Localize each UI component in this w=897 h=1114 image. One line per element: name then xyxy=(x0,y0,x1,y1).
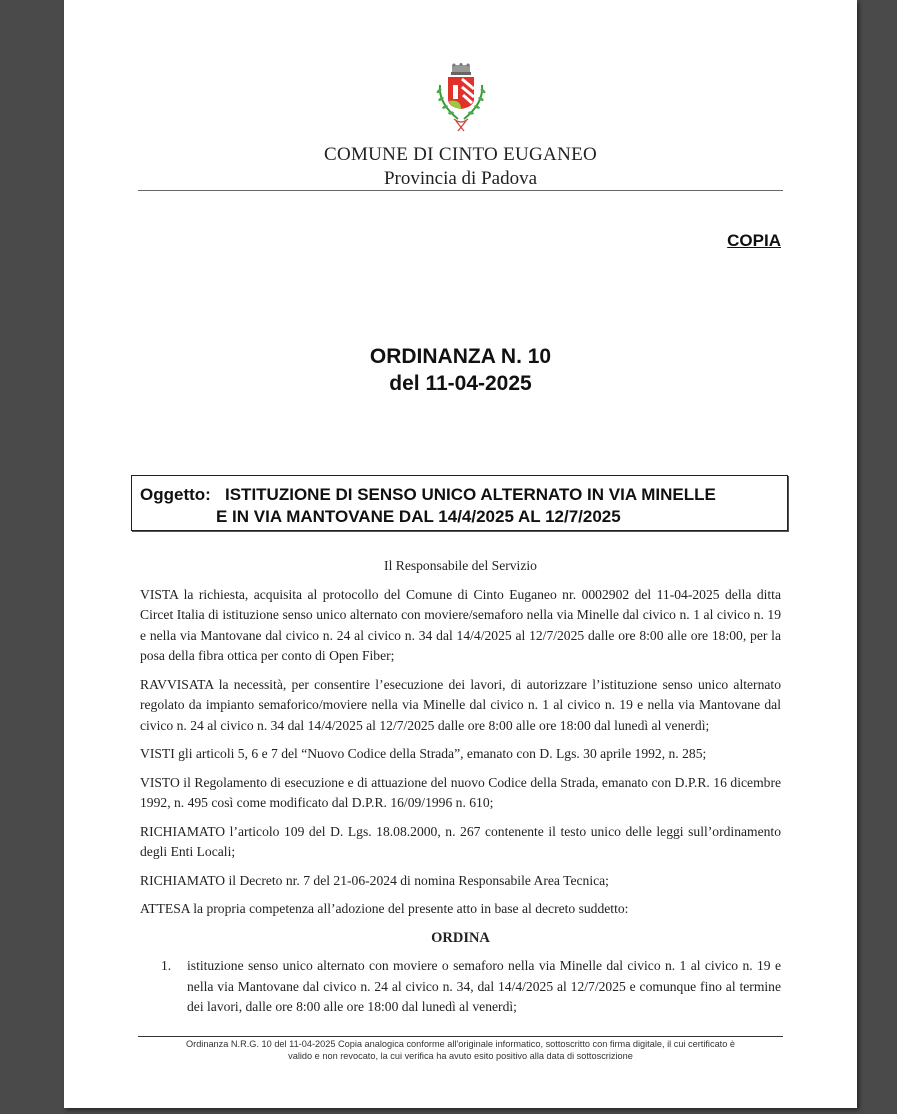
coat-of-arms-icon xyxy=(430,63,492,145)
footer-line-1: Ordinanza N.R.G. 10 del 11-04-2025 Copia analogica conforme all'originale informatico, sottoscritto con firma digitale, il cui certificato è xyxy=(185,1039,736,1049)
document-page xyxy=(64,0,857,1108)
ordina-list-item xyxy=(140,956,781,1018)
list-item-text: istituzione senso unico alternato con moviere o semaforo nella via Minelle dal civico n. 1 al civico n. 19 e nella via Mantovane dal civico n. 24 al civico n. 34, dal 14/4/2025 al 12/7/2025 e comunque fino al termine dei lavori, dalle ore 8:00 alle ore 18:00 dal lunedì al venerdì; xyxy=(187,958,781,1014)
oggetto-line-1 xyxy=(140,484,787,506)
header-divider xyxy=(138,190,783,191)
provincia-name: Provincia di Padova xyxy=(383,168,538,189)
paragraph-vista: VISTA la richiesta, acquisita al protocollo del Comune di Cinto Euganeo nr. 0002902 del 11-04-2025 della ditta Circet Italia di istituzione senso unico alternato con moviere/semaforo nella via Minelle dal civico n. 1 al civico n. 19 e nella via Mantovane dal civico n. 24 al civico n. 34 dal 14/4/2025 al 12/7/2025 dalle ore 8:00 alle ore 18:00, per la posa della fibra ottica per conto di Open Fiber; xyxy=(140,586,781,663)
footer-line-2: valido e non revocato, la cui verifica ha avuto esito positivo alla data di sottoscrizione xyxy=(288,1051,633,1061)
paragraph-richiamato-decreto: RICHIAMATO il Decreto nr. 7 del 21-06-2024 di nomina Responsabile Area Tecnica; xyxy=(140,872,609,888)
footer-divider xyxy=(138,1036,783,1037)
oggetto-text-1: ISTITUZIONE DI SENSO UNICO ALTERNATO IN VIA MINELLE xyxy=(225,485,716,504)
document-body xyxy=(140,556,781,1018)
footer-note xyxy=(138,1038,783,1062)
oggetto-line-2: E IN VIA MANTOVANE DAL 14/4/2025 AL 12/7/2025 xyxy=(216,507,621,526)
responsabile-heading: Il Responsabile del Servizio xyxy=(384,558,537,573)
paragraph-richiamato-art109: RICHIAMATO l’articolo 109 del D. Lgs. 18.08.2000, n. 267 contenente il testo unico delle leggi sull’ordinamento degli Enti Locali; xyxy=(140,823,781,859)
ordinanza-title xyxy=(64,343,857,397)
oggetto-label: Oggetto: xyxy=(140,485,211,504)
oggetto-box xyxy=(131,475,788,531)
paragraph-attesa: ATTESA la propria competenza all’adozione del presente atto in base al decreto suddetto: xyxy=(140,901,629,916)
copia-label: COPIA xyxy=(727,231,781,250)
paragraph-visti: VISTI gli articoli 5, 6 e 7 del “Nuovo Codice della Strada”, emanato con D. Lgs. 30 aprile 1992, n. 285; xyxy=(140,746,707,761)
list-item-number: 1. xyxy=(161,958,172,973)
ordinanza-date: del 11-04-2025 xyxy=(389,372,532,395)
paragraph-ravvisata: RAVVISATA la necessità, per consentire l’esecuzione dei lavori, di autorizzare l’istituzione senso unico alternato regolato da impianto semaforico/moviere nella via Minelle dal civico n. 1 al civico n. 19 e nella via Mantovane dal civico n. 24 al civico n. 34 dal 14/4/2025 al 12/7/2025 dalle ore 8:00 alle ore 18:00 dal lunedì al venerdì; xyxy=(140,676,781,733)
paragraph-visto: VISTO il Regolamento di esecuzione e di attuazione del nuovo Codice della Strada, emanato con D.P.R. 16 dicembre 1992, n. 495 così come modificato dal D.P.R. 16/09/1996 n. 610; xyxy=(140,774,781,810)
comune-name: COMUNE DI CINTO EUGANEO xyxy=(323,144,598,165)
ordina-heading: ORDINA xyxy=(431,929,490,946)
ordinanza-number: ORDINANZA N. 10 xyxy=(369,345,552,368)
